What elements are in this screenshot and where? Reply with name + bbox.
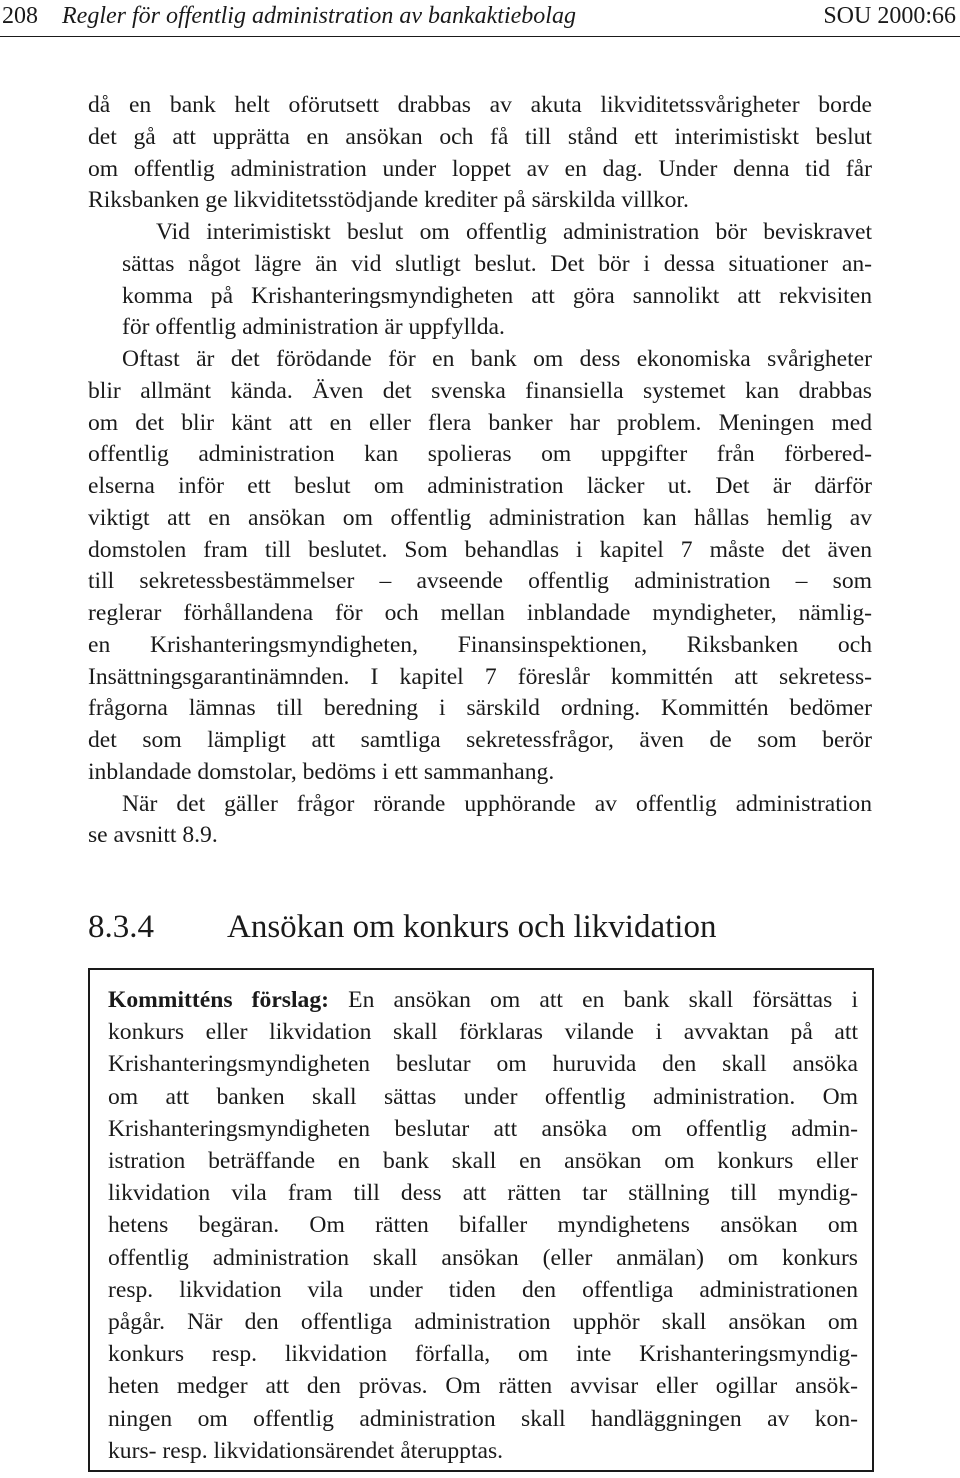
text-line: Riksbanken ge likviditetsstödjande krediter på särskilda villkor. bbox=[88, 187, 689, 214]
text-line: det som lämpligt att samtliga sekretessfrågor, även de som berör bbox=[88, 727, 872, 753]
section-number: 8.3.4 bbox=[88, 909, 154, 945]
proposal-first-line-text: En ansökan om att en bank skall försättas i bbox=[329, 987, 859, 1013]
text-line: ningen om offentlig administration skall handläggningen av kon- bbox=[108, 1405, 858, 1432]
text-line: offentlig administration skall ansökan (eller anmälan) om konkurs bbox=[108, 1244, 858, 1271]
text-line: en Krishanteringsmyndigheten, Finansinspektionen, Riksbanken och bbox=[88, 631, 872, 658]
running-title: Regler för offentlig administration av bankaktiebolag bbox=[62, 3, 576, 29]
document-id: SOU 2000:66 bbox=[823, 3, 956, 29]
text-line: heten medger att den prövas. Om rätten avvisar eller ogillar ansök- bbox=[108, 1373, 858, 1400]
text-line: Insättningsgarantinämnden. I kapitel 7 föreslår kommittén att sekretess- bbox=[88, 663, 872, 690]
paragraph-3 bbox=[88, 344, 872, 789]
text-line: se avsnitt 8.9. bbox=[88, 822, 218, 849]
paragraph-1 bbox=[88, 90, 872, 217]
proposal-lead: Kommitténs förslag: bbox=[108, 987, 329, 1013]
text-line: viktigt att en ansökan om offentlig administration kan hållas hemlig av bbox=[88, 504, 872, 531]
text-line: för offentlig administration är uppfyllda. bbox=[122, 314, 505, 341]
text-line: komma på Krishanteringsmyndigheten att göra sannolikt att rekvisiten bbox=[122, 282, 872, 309]
text-line: sättas något lägre än vid slutligt beslut. Det bör i dessa situationer an- bbox=[122, 250, 872, 277]
paragraph-2 bbox=[88, 217, 872, 344]
text-line: frågorna lämnas till beredning i särskild ordning. Kommittén bedömer bbox=[88, 695, 872, 722]
text-line: om offentlig administration under loppet av en dag. Under denna tid får bbox=[88, 155, 872, 182]
page-number: 208 bbox=[2, 3, 38, 29]
text-line: Krishanteringsmyndigheten beslutar att ansöka om offentlig admin- bbox=[108, 1115, 858, 1142]
text-line: det gå att upprätta en ansökan och få till stånd ett interimistiskt beslut bbox=[88, 123, 872, 150]
text-line: konkurs resp. likvidation förfalla, om inte Krishanteringsmyndig- bbox=[108, 1341, 858, 1368]
text-line: Krishanteringsmyndigheten beslutar om huruvida den skall ansöka bbox=[108, 1051, 858, 1078]
text-line: reglerar förhållandena för och mellan inblandade myndigheter, nämlig- bbox=[88, 600, 872, 626]
page-header bbox=[0, 0, 960, 44]
text-line: om att banken skall sättas under offentlig administration. Om bbox=[108, 1083, 858, 1110]
text-line: När det gäller frågor rörande upphörande av offentlig administration bbox=[122, 790, 872, 817]
text-line: kurs- resp. likvidationsärendet återupptas. bbox=[108, 1437, 504, 1464]
text-line: elserna inför ett beslut om administration läcker ut. Det är därför bbox=[88, 473, 872, 499]
section-heading bbox=[88, 906, 872, 948]
text-line: då en bank helt oförutsett drabbas av akuta likviditetssvårigheter borde bbox=[88, 92, 872, 118]
text-line: till sekretessbestämmelser – avseende offentlig administration – som bbox=[88, 568, 872, 595]
proposal-text bbox=[108, 984, 858, 1467]
header-rule bbox=[0, 36, 960, 37]
proposal-box bbox=[88, 968, 874, 1472]
body-text bbox=[88, 90, 872, 852]
text-line: pågår. När den offentliga administration upphör skall ansökan om bbox=[108, 1309, 858, 1336]
paragraph-4 bbox=[88, 789, 872, 853]
text-line: hetens begäran. Om rätten bifaller myndighetens ansökan om bbox=[108, 1212, 858, 1239]
text-line: resp. likvidation vila under tiden den offentliga administrationen bbox=[108, 1276, 858, 1303]
text-line: om det blir känt att en eller flera banker har problem. Meningen med bbox=[88, 409, 872, 436]
proposal-first-line bbox=[108, 984, 858, 1016]
text-line: Vid interimistiskt beslut om offentlig administration bör beviskravet bbox=[156, 219, 872, 245]
text-line: konkurs eller likvidation skall förklaras vilande i avvaktan på att bbox=[108, 1019, 858, 1046]
text-line: offentlig administration kan spolieras om uppgifter från förbered- bbox=[88, 441, 872, 468]
text-line: blir allmänt kända. Även det svenska finansiella systemet kan drabbas bbox=[88, 377, 872, 404]
text-line: domstolen fram till beslutet. Som behandlas i kapitel 7 måste det även bbox=[88, 536, 872, 563]
text-line: likvidation vila fram till dess att rätten tar ställning till myndig- bbox=[108, 1180, 858, 1207]
section-title: Ansökan om konkurs och likvidation bbox=[227, 909, 717, 945]
text-line: istration beträffande en bank skall en ansökan om konkurs eller bbox=[108, 1148, 858, 1175]
text-line: inblandade domstolar, bedöms i ett sammanhang. bbox=[88, 758, 555, 785]
text-line: Oftast är det förödande för en bank om dess ekonomiska svårigheter bbox=[122, 346, 872, 372]
